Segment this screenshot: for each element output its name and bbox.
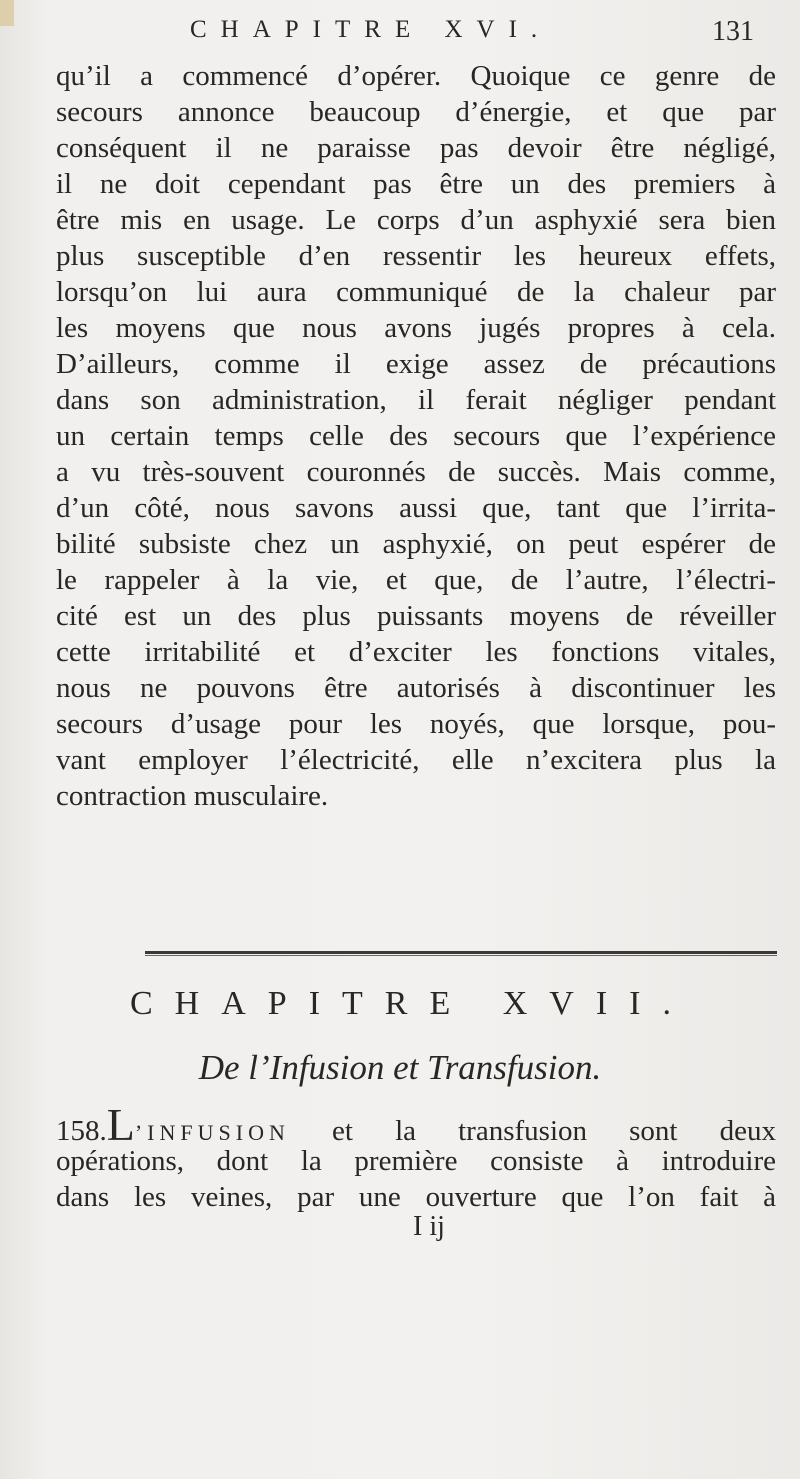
text-line: dans les veines, par une ouverture que l’on fait à bbox=[56, 1181, 776, 1213]
small-caps-word: ’INFUSION bbox=[134, 1120, 290, 1145]
text-line: le rappeler à la vie, et que, de l’autre, l’électri- bbox=[56, 564, 776, 596]
text-line: les moyens que nous avons jugés propres à cela. bbox=[56, 312, 776, 344]
chapter-subtitle: De l’Infusion et Transfusion. bbox=[198, 1048, 602, 1087]
text-line: qu’il a commencé d’opérer. Quoique ce genre de bbox=[56, 60, 776, 92]
text-line: être mis en usage. Le corps d’un asphyxié sera bien bbox=[56, 204, 776, 236]
text-line: conséquent il ne paraisse pas devoir être négligé, bbox=[56, 132, 776, 164]
text-line: d’un côté, nous savons aussi que, tant que l’irrita- bbox=[56, 492, 776, 524]
section-first-line bbox=[56, 1099, 776, 1150]
text-line: secours annonce beaucoup d’énergie, et que par bbox=[56, 96, 776, 128]
text-line: bilité subsiste chez un asphyxié, on peut espérer de bbox=[56, 528, 776, 560]
text-line: D’ailleurs, comme il exige assez de précautions bbox=[56, 348, 776, 380]
text-line: a vu très-souvent couronnés de succès. Mais comme, bbox=[56, 456, 776, 488]
text-line: il ne doit cependant pas être un des premiers à bbox=[56, 168, 776, 200]
chapter-heading: CHAPITRE XVII. bbox=[130, 985, 693, 1022]
text-line: contraction musculaire. bbox=[56, 780, 329, 812]
chapter-divider-thin bbox=[145, 955, 777, 956]
drop-cap: L bbox=[106, 1099, 135, 1150]
text-line: secours d’usage pour les noyés, que lorsque, pou- bbox=[56, 708, 776, 740]
text-line: lorsqu’on lui aura communiqué de la chaleur par bbox=[56, 276, 776, 308]
signature-mark: I ij bbox=[413, 1211, 445, 1242]
running-header bbox=[0, 16, 800, 56]
chapter-divider-thick bbox=[145, 951, 777, 954]
page-number: 131 bbox=[712, 16, 754, 47]
text-line: dans son administration, il ferait négliger pendant bbox=[56, 384, 776, 416]
text-line: un certain temps celle des secours que l’expérience bbox=[56, 420, 776, 452]
text-line: nous ne pouvons être autorisés à discontinuer les bbox=[56, 672, 776, 704]
section-paragraph bbox=[56, 1099, 776, 1215]
text-line: cité est un des plus puissants moyens de réveiller bbox=[56, 600, 776, 632]
text-line: vant employer l’électricité, elle n’excitera plus la bbox=[56, 744, 776, 776]
section-number: 158. bbox=[56, 1115, 107, 1147]
text-line: opérations, dont la première consiste à introduire bbox=[56, 1145, 776, 1177]
body-paragraph bbox=[56, 58, 776, 814]
text-line: cette irritabilité et d’exciter les fonctions vitales, bbox=[56, 636, 776, 668]
running-title: CHAPITRE XVI. bbox=[190, 16, 552, 43]
section-first-line-text: et la transfusion sont deux bbox=[289, 1115, 776, 1147]
text-line: plus susceptible d’en ressentir les heureux effets, bbox=[56, 240, 776, 272]
